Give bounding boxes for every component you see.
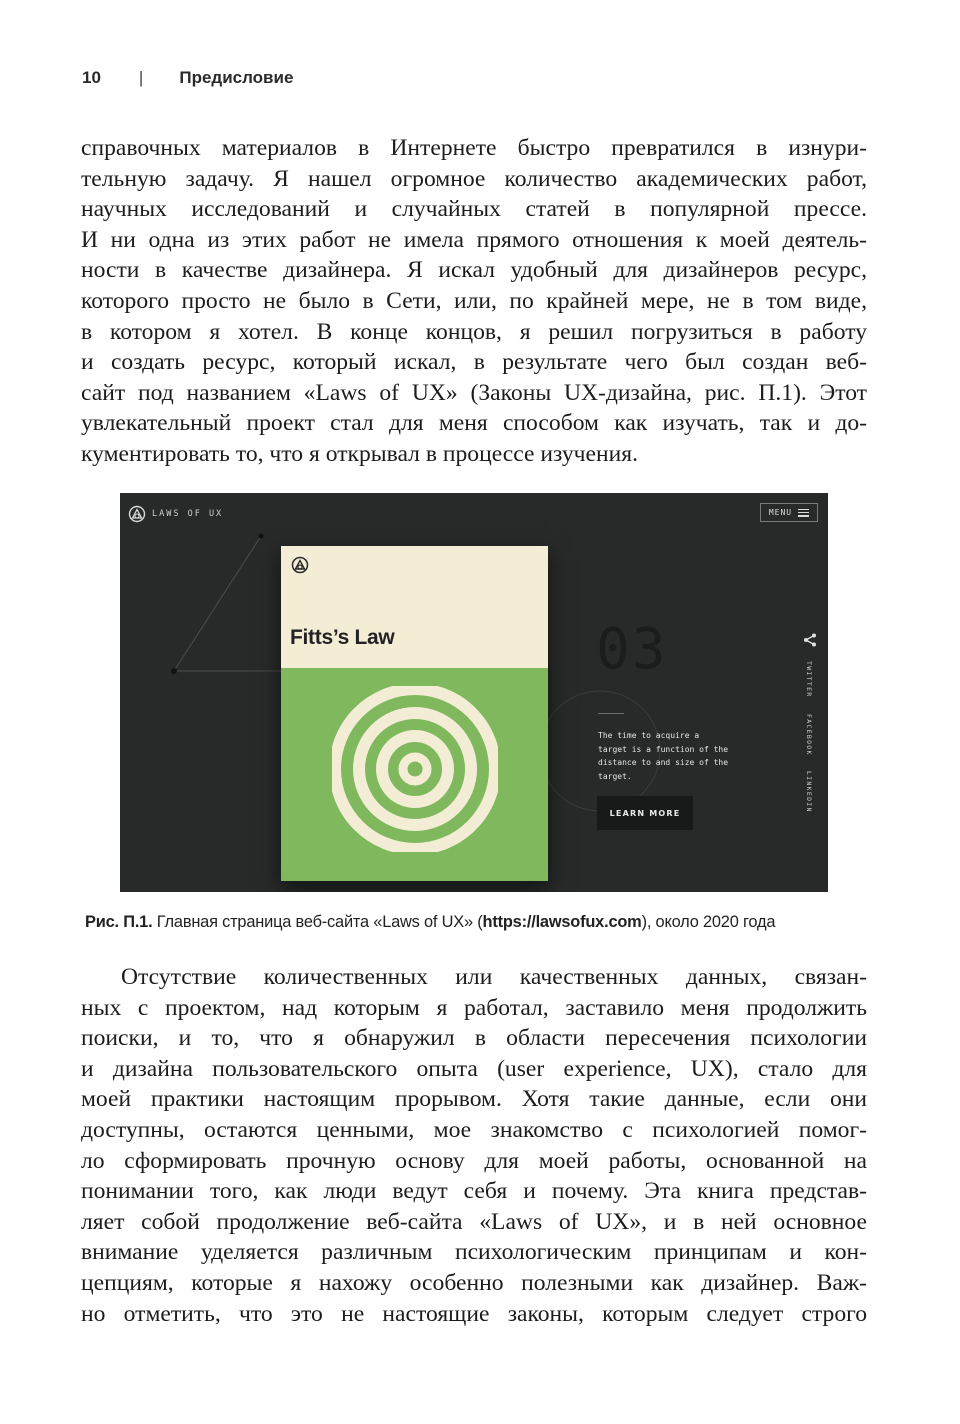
section-title: Предисловие <box>179 68 294 87</box>
learn-more-button[interactable]: LEARN MORE <box>597 796 693 830</box>
divider <box>598 713 624 714</box>
menu-label: MENU <box>768 508 793 517</box>
text-line: которого просто не было в Сети, или, по крайней мере, не в том виде, <box>81 287 867 314</box>
text-line: в котором я хотел. В конце концов, я решил погрузиться в работу <box>81 318 867 345</box>
twitter-link[interactable]: TWITTER <box>805 661 813 698</box>
card-header-area <box>281 546 548 668</box>
card-illustration-area <box>281 668 548 881</box>
law-description <box>598 729 758 783</box>
header-separator: | <box>138 68 144 87</box>
text-line: справочных материалов в Интернете быстро превратился в изнури- <box>81 135 867 161</box>
linkedin-link[interactable]: LINKEDIN <box>805 771 813 813</box>
text-line: но отметить, что это не настоящие законы, которым следует строго <box>81 1300 867 1327</box>
caption-text-end: ), около 2020 года <box>641 913 776 931</box>
social-links <box>803 661 815 813</box>
paragraph-1 <box>81 133 867 470</box>
text-line: доступны, остаются ценными, мое знакомство с психологией помог- <box>81 1116 867 1143</box>
caption-label: Рис. П.1. <box>85 913 153 931</box>
text-line: и создать ресурс, который искал, в результате чего был создан веб- <box>81 349 867 376</box>
card-logo-icon <box>291 556 309 574</box>
text-line: цепциям, которые я нахожу особенно полезными как дизайнер. Важ- <box>81 1269 867 1296</box>
card-title: Fitts’s Law <box>290 626 395 649</box>
site-logo-text: LAWS OF UX <box>152 509 224 519</box>
hamburger-icon <box>798 509 809 517</box>
text-line: понимании того, как люди ведут себя и почему. Эта книга представ- <box>81 1178 867 1205</box>
description-line: The time to acquire a <box>598 731 700 740</box>
text-line: ляет собой продолжение веб-сайта «Laws of UX», и в ней основное <box>81 1208 867 1235</box>
text-line: И ни одна из этих работ не имела прямого отношения к моей деятель- <box>81 226 867 253</box>
laws-of-ux-logo-icon <box>128 505 146 523</box>
caption-text: Главная страница веб-сайта «Laws of UX» ( <box>152 913 483 931</box>
running-header <box>82 68 293 88</box>
menu-button[interactable] <box>760 503 818 522</box>
text-line: ло сформировать прочную основу для моей работы, основанной на <box>81 1147 867 1174</box>
text-line: Отсутствие количественных или качественных данных, связан- <box>121 964 867 990</box>
share-icon[interactable] <box>803 633 817 647</box>
text-line: тельную задачу. Я нашел огромное количество академических работ, <box>81 165 867 192</box>
figure-laws-of-ux-screenshot <box>120 493 828 892</box>
text-line: увлекательный проект стал для меня способом как изучать, так и до- <box>81 410 867 437</box>
text-line: кументировать то, что я открывал в процессе изучения. <box>81 440 638 467</box>
text-line: моей практики настоящим прорывом. Хотя такие данные, если они <box>81 1086 867 1113</box>
text-line: ности в качестве дизайнера. Я искал удобный для дизайнеров ресурс, <box>81 257 867 284</box>
law-number: 03 <box>596 617 668 682</box>
text-line: и дизайна пользовательского опыта (user experience, UX), стало для <box>81 1055 867 1082</box>
text-line: научных исследований и случайных статей в популярной прессе. <box>81 196 867 223</box>
facebook-link[interactable]: FACEBOOK <box>805 713 813 756</box>
paragraph-2 <box>81 962 867 1329</box>
text-line: внимание уделяется различным психологическим принципам и кон- <box>81 1239 867 1266</box>
text-line: поиски, и то, что я обнаружил в области пересечения психологии <box>81 1025 867 1052</box>
target-icon <box>332 686 498 852</box>
page-number: 10 <box>82 68 101 87</box>
description-line: target. <box>598 771 632 781</box>
site-logo[interactable] <box>128 505 223 523</box>
text-line: ных с проектом, над которым я работал, заставило меня продолжить <box>81 994 867 1021</box>
caption-url: https://lawsofux.com <box>482 913 642 931</box>
description-line: distance to and size of the <box>598 758 729 768</box>
text-line: сайт под названием «Laws of UX» (Законы UX-дизайна, рис. П.1). Этот <box>81 379 867 406</box>
law-card[interactable] <box>281 546 548 881</box>
figure-caption <box>85 913 875 932</box>
description-line: target is a function of the <box>598 744 729 754</box>
